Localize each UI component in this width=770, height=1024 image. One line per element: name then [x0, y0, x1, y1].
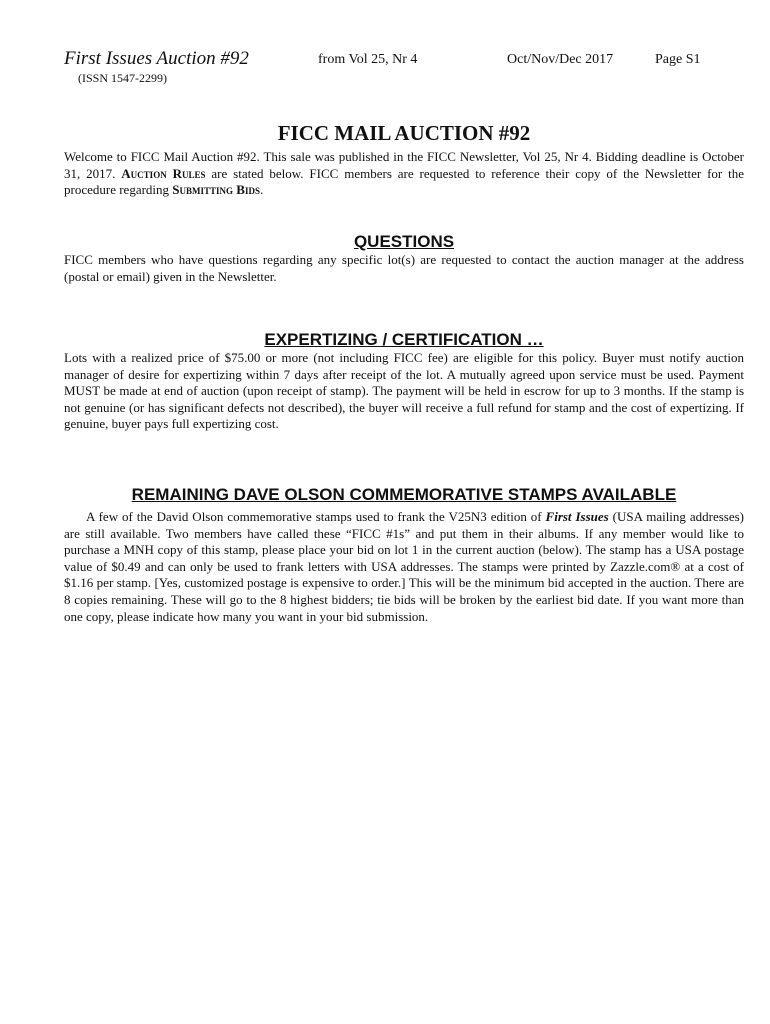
remaining-text-1: A few of the David Olson commemorative stamps used to frank the V25N3 edition of — [86, 509, 546, 524]
intro-text-2: are stated below. FICC members are requested to reference their copy of the Newsletter for the procedure regarding — [64, 165, 745, 198]
page-title: FICC MAIL AUCTION #92 — [277, 121, 531, 145]
expertizing-paragraph: Lots with a realized price of $75.00 or more (not including FICC fee) are eligible for this policy. Buyer must notify auction manager of desire for expertizing within 7 days after receipt of the lot. A mutually agreed upon service must be used. Payment MUST be made at end of auction (upon receipt of stamp). The payment will be held in escrow for up to 3 months. If the stamp is not genuine (or has significant defects not described), the buyer will receive a full refund for stamp and the cost of expertizing. If genuine, buyer pays full expertizing cost. — [64, 350, 744, 432]
questions-paragraph: FICC members who have questions regarding any specific lot(s) are requested to contact the auction manager at the address (postal or email) given in the Newsletter. — [64, 252, 744, 284]
remaining-stamps-paragraph — [64, 509, 744, 625]
remaining-text-2: (USA mailing addresses) are still available. Two members have called these “FICC #1s” and put them in their albums. If any member would like to purchase a MNH copy of this stamp, please place your bid on lot 1 in the current auction (below). The stamp has a USA postage value of $0.49 and can only be used to frank letters with USA addresses. The stamps were printed by Zazzle.com® at a cost of $1.16 per stamp. [Yes, customized postage is expensive to order.] This will be the minimum bid accepted in the auction. There are 8 copies remaining. These will go to the 8 highest bidders; tie bids will be broken by the earliest bid date. If you want more than one copy, please indicate how many you want in your bid submission. — [64, 509, 745, 624]
auction-rules-term: Auction Rules — [121, 165, 206, 181]
remaining-stamps-heading: REMAINING DAVE OLSON COMMEMORATIVE STAMPS AVAILABLE — [131, 485, 677, 504]
intro-paragraph — [64, 149, 744, 199]
volume-info: from Vol 25, Nr 4 — [318, 52, 418, 67]
issn: (ISSN 1547-2299) — [78, 71, 167, 85]
submitting-bids-term: Submitting Bids — [172, 182, 260, 198]
intro-text-3: . — [259, 182, 264, 198]
page-header — [64, 48, 744, 88]
publication-title: First Issues Auction #92 — [64, 48, 249, 69]
first-issues-term: First Issues — [545, 509, 609, 524]
questions-heading: QUESTIONS — [353, 232, 455, 251]
page-number: Page S1 — [655, 52, 701, 67]
expertizing-heading: EXPERTIZING / CERTIFICATION … — [264, 330, 544, 349]
intro-text-1: Welcome to FICC Mail Auction #92. This sale was published in the FICC Newsletter, Vol 25, Nr 4. Bidding deadline is October 31, 2017. — [64, 149, 744, 181]
issue-date: Oct/Nov/Dec 2017 — [507, 52, 614, 67]
